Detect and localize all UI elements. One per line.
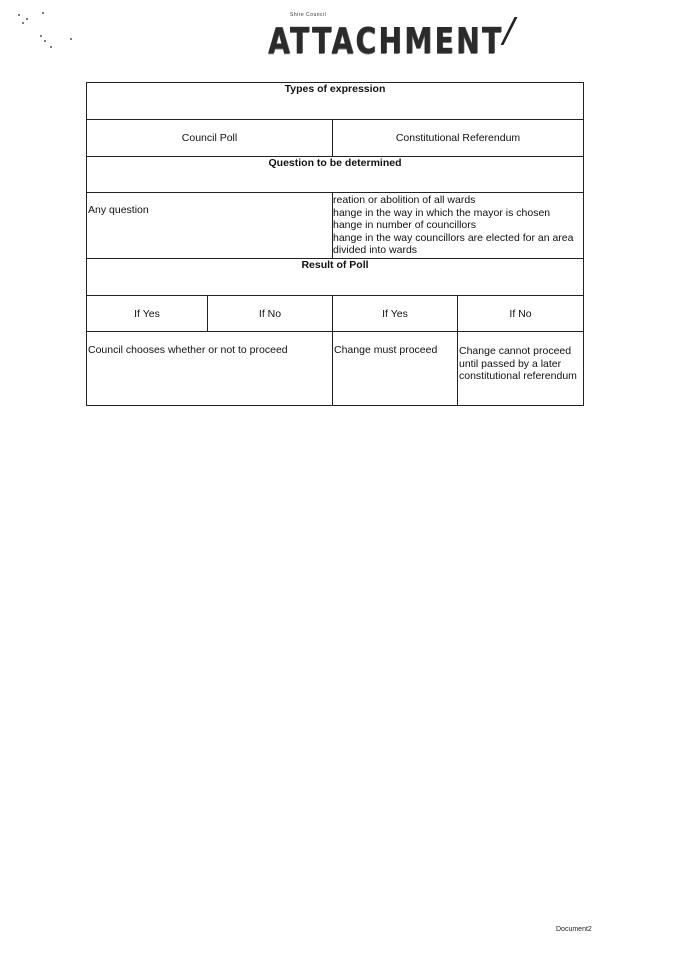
council-if-yes: If Yes <box>87 296 208 332</box>
types-heading: Types of expression <box>87 83 584 120</box>
council-if-no: If No <box>208 296 333 332</box>
question-council: Any question <box>87 193 333 259</box>
question-item: hange in the way in which the mayor is chosen <box>333 206 551 219</box>
scan-specks <box>14 8 84 58</box>
question-referendum-list <box>333 194 581 257</box>
types-heading-row <box>87 83 584 120</box>
result-referendum-no: Change cannot proceed until passed by a later constitutional referendum <box>458 332 584 406</box>
document-name: Document2 <box>556 926 592 933</box>
question-item: hange in the way councillors are elected for an area divided into wards <box>333 231 574 256</box>
type-constitutional-referendum: Constitutional Referendum <box>333 120 584 157</box>
referendum-if-no: If No <box>458 296 584 332</box>
question-item: hange in number of councillors <box>333 219 477 231</box>
result-heading-row <box>87 259 584 296</box>
types-row <box>87 120 584 157</box>
attachment-stamp-word: ATTACHMENT <box>268 21 504 62</box>
attachment-number: / <box>503 11 515 51</box>
result-referendum-yes: Change must proceed <box>333 332 458 406</box>
type-council-poll: Council Poll <box>87 120 333 157</box>
question-row <box>87 193 584 259</box>
question-heading-row <box>87 157 584 193</box>
expression-table <box>86 82 584 406</box>
question-referendum <box>333 193 584 259</box>
result-council: Council chooses whether or not to proceed <box>87 332 333 406</box>
result-heading: Result of Poll <box>87 259 584 296</box>
result-columns-row <box>87 296 584 332</box>
stamp-small-text: Shire Council <box>290 12 327 18</box>
question-item: reation or abolition of all wards <box>333 194 476 206</box>
attachment-stamp <box>268 10 570 60</box>
result-values-row <box>87 332 584 406</box>
question-heading: Question to be determined <box>87 157 584 193</box>
referendum-if-yes: If Yes <box>333 296 458 332</box>
